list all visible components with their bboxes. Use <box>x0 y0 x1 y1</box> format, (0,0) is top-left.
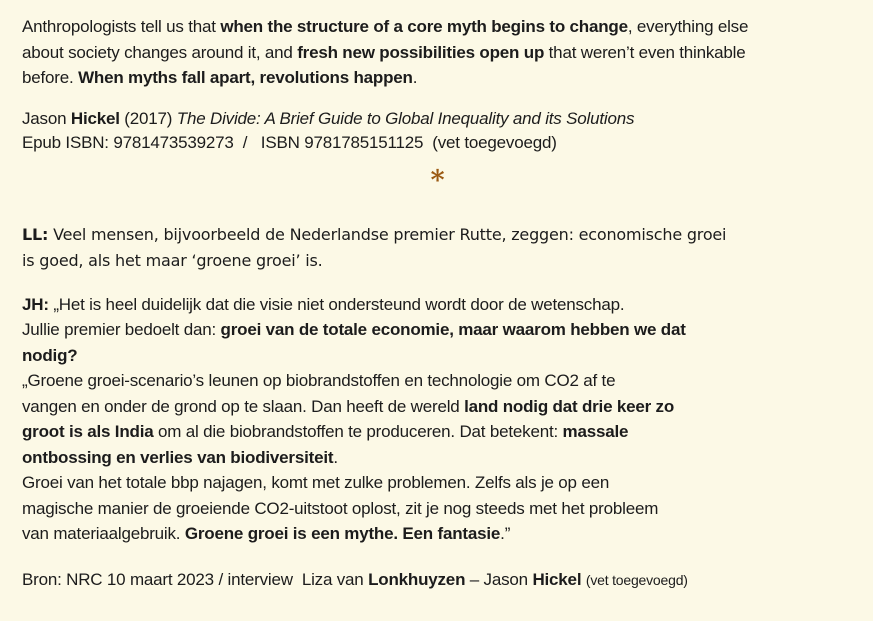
book-attribution <box>22 107 853 155</box>
text-segment: When myths fall apart, revolutions happen <box>78 68 413 87</box>
text-segment: when the structure of a core myth begins to change <box>220 17 628 36</box>
text-segment: Anthropologists tell us that <box>22 17 221 36</box>
text-segment: Bron: NRC 10 maart 2023 / interview Liza van <box>22 569 369 589</box>
source-line <box>22 568 853 592</box>
text-segment: . <box>333 447 338 467</box>
text-segment: about society changes around it, and <box>22 42 298 62</box>
text-segment: om al die biobrandstoffen te produceren. Dat betekent: <box>153 422 563 441</box>
text-segment: ontbossing en verlies van biodiversiteit <box>22 447 334 467</box>
text-segment: LL: <box>22 224 49 244</box>
text-segment: Jullie premier bedoelt dan: <box>22 320 221 339</box>
text-segment: nodig? <box>22 345 78 365</box>
text-segment: – Jason <box>465 569 533 589</box>
asterisk-separator <box>22 164 853 196</box>
text-segment: fresh new possibilities open up <box>297 42 545 62</box>
asterisk-glyph: * <box>430 164 445 196</box>
text-segment: massale <box>562 422 629 441</box>
text-segment: „Groene groei-scenario’s leunen op biobrandstoffen en technologie om CO2 af te <box>22 371 616 390</box>
text-segment: land nodig dat drie keer zo <box>464 396 675 416</box>
text-segment: Epub ISBN: 9781473539273 / ISBN 9781785151125 (vet toegevoegd) <box>22 132 557 152</box>
intro-quote-paragraph <box>22 14 853 91</box>
text-segment: Groei van het totale bbp najagen, komt met zulke problemen. Zelfs als je op een <box>22 473 610 492</box>
attribution-line-1 <box>22 109 634 128</box>
text-segment: JH: <box>22 294 49 314</box>
text-segment: The Divide: A Brief Guide to Global Inequality and its Solutions <box>176 108 635 128</box>
text-segment: Hickel <box>70 108 120 128</box>
text-segment: before. <box>22 68 79 87</box>
text-segment: Groene groei is een mythe. Een fantasie <box>184 524 501 543</box>
text-segment: groei van de totale economie, maar waarom hebben we dat <box>220 320 686 339</box>
text-segment: groot is als India <box>22 422 154 441</box>
text-segment: van materiaalgebruik. <box>22 524 185 543</box>
interviewee-answer-paragraph <box>22 292 853 547</box>
text-segment: vangen en onder de grond op te slaan. Dan heeft de wereld <box>22 396 465 416</box>
text-segment: is goed, als het maar ‘groene groei’ is. <box>22 250 323 270</box>
text-segment: that weren’t even thinkable <box>544 42 746 62</box>
text-segment: . <box>412 68 418 87</box>
text-segment: Hickel <box>532 569 582 589</box>
text-segment: „Het is heel duidelijk dat die visie niet ondersteund wordt door de wetenschap. <box>48 294 625 314</box>
text-segment: Jason <box>22 108 71 128</box>
text-segment: Veel mensen, bijvoorbeeld de Nederlandse premier Rutte, zeggen: economische groei <box>48 224 727 244</box>
text-segment: .” <box>500 524 511 543</box>
text-segment: , everything else <box>627 17 749 36</box>
text-segment: (vet toegevoegd) <box>585 571 688 588</box>
interviewer-question-paragraph <box>22 222 853 274</box>
text-segment: (2017) <box>119 108 177 128</box>
attribution-line-2 <box>22 133 557 152</box>
text-segment: Lonkhuyzen <box>368 569 466 589</box>
text-segment: magische manier de groeiende CO2-uitstoot oplost, zit je nog steeds met het probleem <box>22 498 659 518</box>
